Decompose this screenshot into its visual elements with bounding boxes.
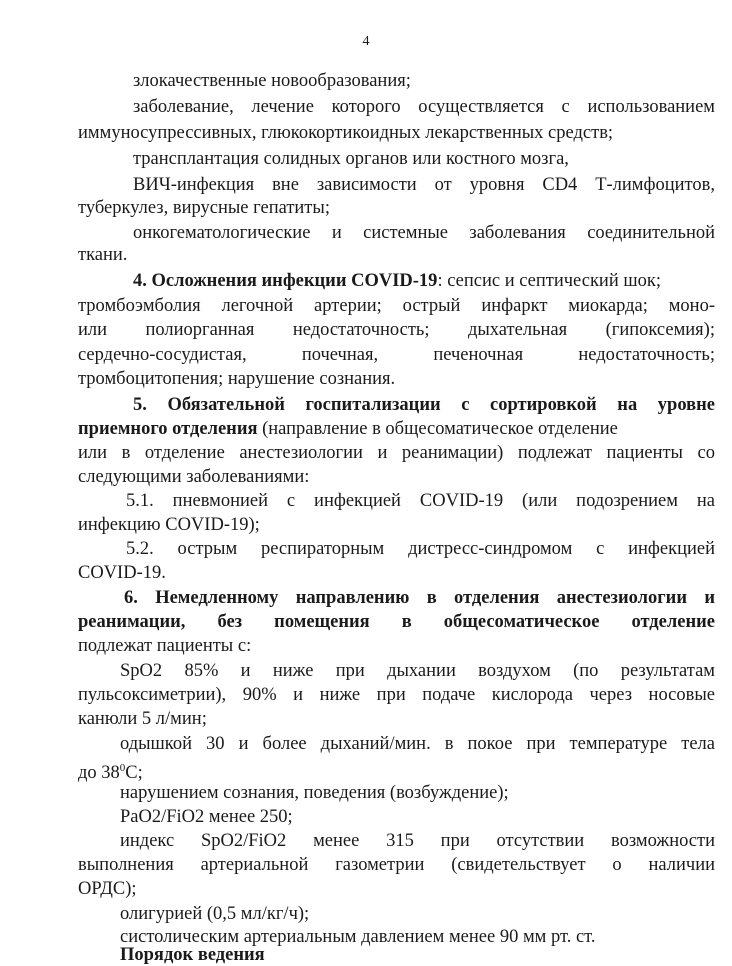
list-item: до $38^0С$; [78, 762, 143, 784]
paragraph-line: тромбоцитопения; нарушение сознания. [78, 369, 396, 389]
list-item: канюли 5 л/мин; [78, 709, 207, 729]
section-4-heading: 4. Осложнения инфекции COVID-19 [133, 271, 438, 291]
cutoff-line: Порядок ведения [120, 945, 265, 965]
section-5-heading: 5. Обязательной госпитализации с сортировкой на уровне [133, 395, 715, 415]
list-item: систолическим артериальным давлением менее 90 мм рт. ст. [120, 927, 596, 947]
list-item: SpO2 85% и ниже при дыхании воздухом (по результатам [120, 661, 715, 681]
paragraph-line: следующими заболеваниями: [78, 467, 310, 487]
list-item: инфекцию COVID-19); [78, 515, 260, 535]
list-item: PaO2/FiO2 менее 250; [120, 807, 293, 827]
list-item: туберкулез, вирусные гепатиты; [78, 198, 330, 218]
section-6-heading: реанимации, без помещения в общесоматическое отделение [78, 612, 715, 632]
list-item: иммуносупрессивных, глюкокортикоидных лекарственных средств; [78, 123, 614, 143]
list-item: ткани. [78, 245, 128, 265]
section-6-heading: 6. Немедленному направлению в отделения анестезиологии и [124, 588, 715, 608]
list-item: заболевание, лечение которого осуществляется с использованием [133, 97, 715, 117]
list-item: пульсоксиметрии), 90% и ниже при подаче кислорода через носовые [78, 685, 715, 705]
list-item: злокачественные новообразования; [133, 71, 411, 91]
list-item: ОРДС); [78, 879, 137, 899]
list-item: одышкой 30 и более дыханий/мин. в покое при температуре тела [120, 734, 715, 754]
list-item: олигурией (0,5 мл/кг/ч); [120, 904, 310, 924]
paragraph-line: сердечно-сосудистая, почечная, печеночная недостаточность; [78, 345, 715, 365]
list-item: COVID-19. [78, 563, 166, 583]
list-item: выполнения артериальной газометрии (свидетельствует о наличии [78, 855, 715, 875]
page-number: 4 [362, 34, 370, 49]
list-item: трансплантация солидных органов или костного мозга, [133, 149, 569, 169]
paragraph-line: или в отделение анестезиологии и реанимации) подлежат пациенты со [78, 443, 715, 463]
paragraph-line: или полиорганная недостаточность; дыхательная (гипоксемия); [78, 320, 715, 340]
paragraph-line: подлежат пациенты с: [78, 636, 252, 656]
list-item: нарушением сознания, поведения (возбуждение); [120, 783, 509, 803]
paragraph-line: тромбоэмболия легочной артерии; острый инфаркт миокарда; моно- [78, 296, 715, 316]
paragraph-line: приемного отделения (направление в общесоматическое отделение [78, 419, 618, 439]
list-item: онкогематологические и системные заболевания соединительной [133, 223, 715, 243]
list-item: 5.2. острым респираторным дистресс-синдромом с инфекцией [126, 539, 715, 559]
section-4-line: 4. Осложнения инфекции COVID-19: сепсис и септический шок; [133, 271, 661, 291]
list-item: ВИЧ-инфекция вне зависимости от уровня CD4 Т-лимфоцитов, [133, 175, 715, 195]
list-item: 5.1. пневмонией с инфекцией COVID-19 (или подозрением на [126, 491, 715, 511]
list-item: индекс SpO2/FiO2 менее 315 при отсутствии возможности [120, 831, 715, 851]
